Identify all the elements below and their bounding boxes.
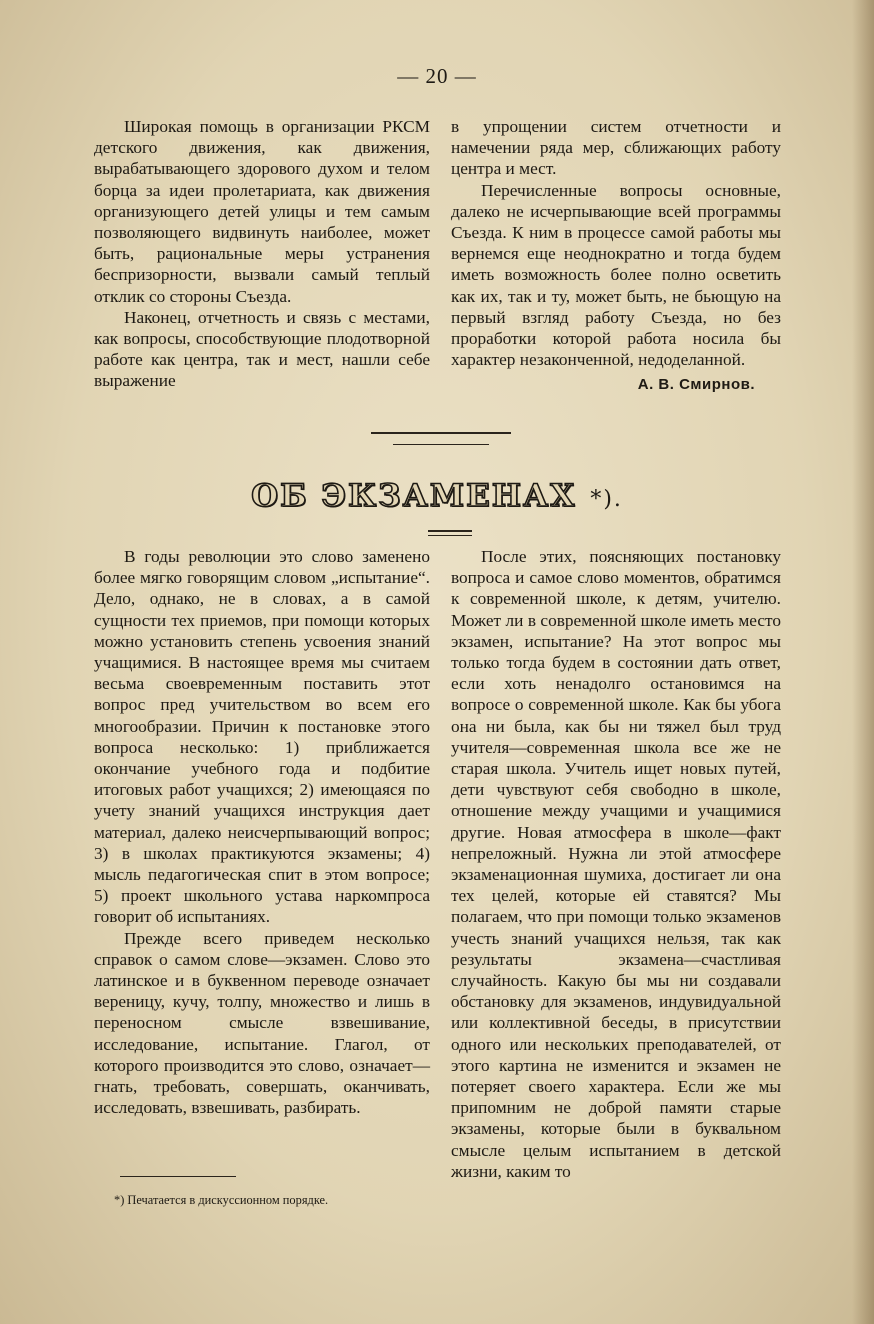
title-underline [428,530,472,532]
paragraph: Прежде всего приведем несколько справок о самом слове—экзамен. Слово это латинское и в буквенном переводе означает вереницу, кучу, толпу, множество и лишь в переносном смысле взвешивание, исследование, испытание. Глагол, от которого производится это слово, означает—гнать, требовать, совершать, оканчивать, исследовать, взвешивать, разбирать. [94,928,430,1118]
paragraph: После этих, поясняющих постановку вопроса и самое слово моментов, обратимся к современной школе, к детям, учителю. Может ли в современной школе иметь место экзамен, испытание? На этот вопрос мы только тогда будем в состоянии дать ответ, если хоть ненадолго остановимся на вопросе о современной школе. Как бы убога она ни была, как бы ни тяжел был труд учителя—современная школа все же не старая школа. Учитель ищет новых путей, дети чувствуют себя свободно в школе, отношение между учащими и учащимися другие. Новая атмосфера в школе—факт непреложный. Нужна ли этой атмосфере экзаменационная шумиха, достигает ли она тех целей, которые ей ставятся? Мы полагаем, что при помощи только экзаменов учесть знаний учащихся нельзя, так как результаты экзамена—счастливая случайность. Какую бы мы ни создавали обстановку для экзаменов, индувидуальной или коллективной беседы, в присутствии одного или нескольких преподавателей, от этого картина не изменится и экзамен не потеряет своего характера. Если же мы припомним не доброй памяти старые экзамены, которые были в буквальном смысле целым испытанием в детской жизни, каким то [451,547,781,1181]
article-column-right [451,546,781,1182]
title-underline [428,535,472,536]
article-heading: ОБ ЭКЗАМЕНАХ [251,478,577,514]
footnote-mark: *). [590,487,623,512]
page-edge-shadow [852,0,874,1324]
paragraph: в упрощении систем отчетности и намечении ряда мер, сближающих работу центра и мест. [451,117,781,179]
top-article-column-right [451,116,781,396]
section-divider [371,432,511,434]
author-signature: А. В. Смирнов. [637,376,755,394]
paragraph: Наконец, отчетность и связь с местами, как вопросы, способствующие плодотворной работе как центра, так и мест, нашли себе выражение [94,307,430,391]
footnote: *) Печатается в дискуссионном порядке. [114,1193,329,1207]
paragraph: В годы революции это слово заменено более мягко говорящим словом „испытание“. Дело, однако, не в словах, а в самой сущности тех приемов, при помощи которых можно установить степень усвоения знаний учащимися. В настоящее время мы считаем весьма своевременным поставить этот вопрос пред учительством во всем его многообразии. Причин к постановке этого вопроса несколько: 1) приближается окончание учебного года и подбитие итоговых работ учащихся; 2) имеющаяся по учету знаний учащихся инструкция дает материал, далеко неисчерпывающий вопрос; 3) в школах практикуются экзамены; 4) мысль педагогическая спит в этом вопросе; 5) проект школьного устава наркомпроса говорит об испытаниях. [94,547,430,927]
paragraph: Широкая помощь в организации РКСМ детского движения, как движения, вырабатывающего здорового духом и телом борца за идеи пролетариата, как движения организующего детей улицы и тем самым позволяющего видвинуть наиболее, может быть, рациональные меры устранения беспризорности, вызвали самый теплый отклик со стороны Съезда. [94,117,430,306]
article-column-left [94,546,430,1118]
top-article-column-left [94,116,430,392]
page-number: — 20 — [397,64,477,88]
footnote-rule [120,1176,236,1177]
article-title [0,478,874,514]
paragraph: Перечисленные вопросы основные, далеко не исчерпывающие всей программы Съезда. К ним в процессе самой работы мы вернемся еще неоднократно и тогда будем иметь возможность более полно осветить как их, так и ту, может быть, не бьющую на первый взгляд работу Съезда, но без проработки которой работа носила бы характер незаконченной, недоделанной. [451,180,781,370]
section-divider [393,444,489,445]
